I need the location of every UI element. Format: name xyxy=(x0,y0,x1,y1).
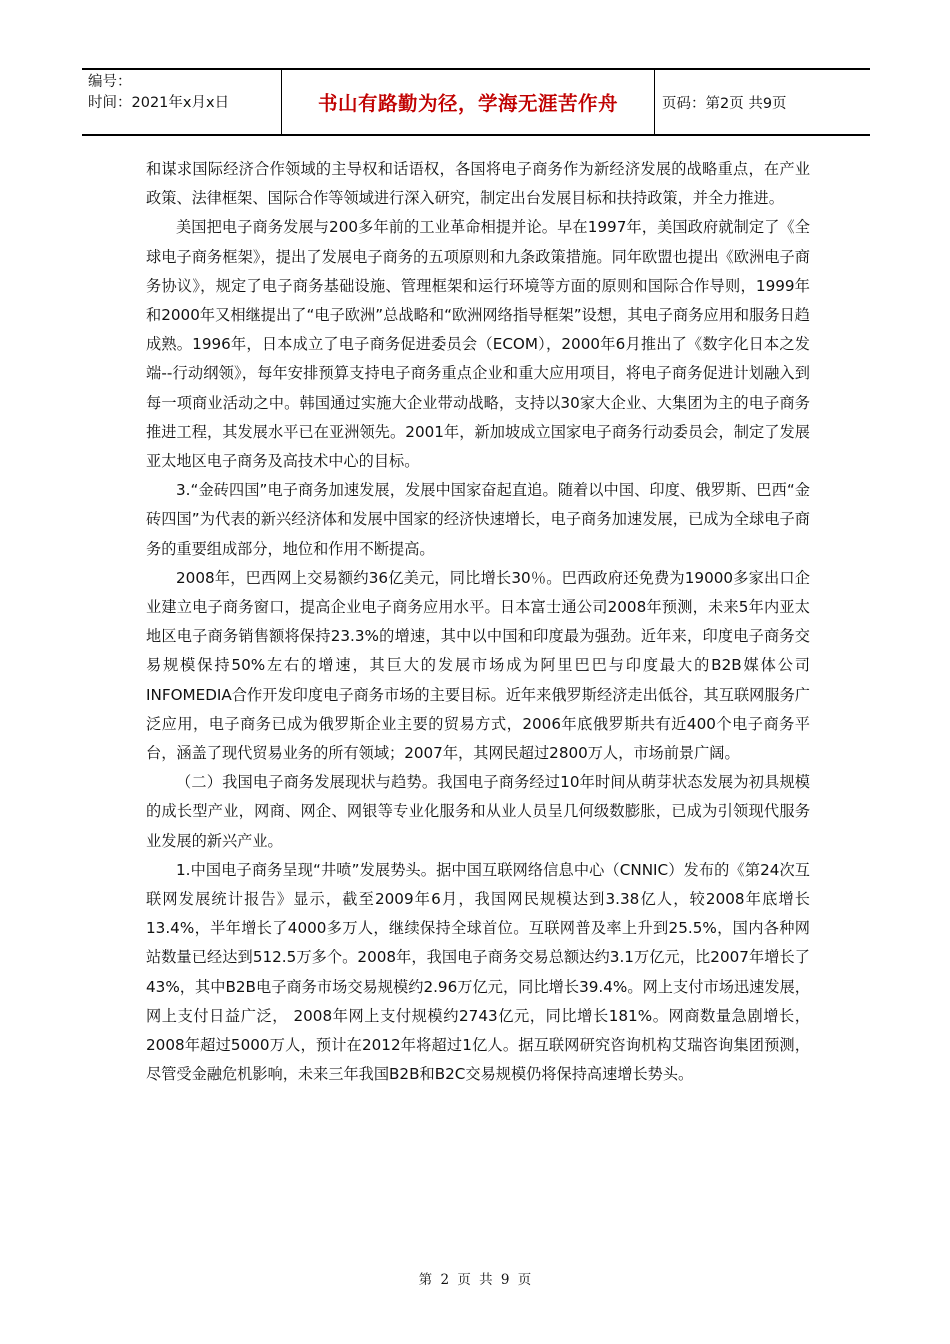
document-date-label: 时间：2021年x月x日 xyxy=(88,95,230,111)
paragraph: 美国把电子商务发展与200多年前的工业革命相提并论。早在1997年，美国政府就制定了《全球电子商务框架》，提出了发展电子商务的五项原则和九条政策措施。同年欧盟也提出《欧洲电子商务协议》，规定了电子商务基础设施、管理框架和运行环境等方面的原则和国际合作导则，1999年和2000年又相继提出了“电子欧洲”总战略和“欧洲网络指导框架”设想，其电子商务应用和服务日趋成熟。1996年，日本成立了电子商务促进委员会（ECOM），2000年6月推出了《数字化日本之发端--行动纲领》，每年安排预算支持电子商务重点企业和重大应用项目，将电子商务促进计划融入到每一项商业活动之中。韩国通过实施大企业带动战略，支持以30家大企业、大集团为主的电子商务推进工程，其发展水平已在亚洲领先。2001年，新加坡成立国家电子商务行动委员会，制定了发展亚太地区电子商务及高技术中心的目标。 xyxy=(146,218,810,471)
page-header xyxy=(82,68,870,136)
paragraph: 和谋求国际经济合作领域的主导权和话语权，各国将电子商务作为新经济发展的战略重点，在产业政策、法律框架、国际合作等领域进行深入研究，制定出台发展目标和扶持政策，并全力推进。 xyxy=(146,160,810,208)
document-number-label: 编号： xyxy=(88,74,132,90)
page-footer: 第 2 页 共 9 页 xyxy=(418,1272,532,1288)
header-left-cell xyxy=(82,70,282,134)
paragraph: 1.中国电子商务呈现“井喷”发展势头。据中国互联网络信息中心（CNNIC）发布的《第24次互联网发展统计报告》显示，截至2009年6月，我国网民规模达到3.38亿人，较2008年底增长13.4%，半年增长了4000多万人，继续保持全球首位。互联网普及率上升到25.5%，国内各种网站数量已经达到512.5万多个。2008年，我国电子商务交易总额达约3.1万亿元，比2007年增长了43%，其中B2B电子商务市场交易规模约2.96万亿元，同比增长39.4%。网上支付市场迅速发展，网上支付日益广泛， 2008年网上支付规模约2743亿元，同比增长181%。网商数量急剧增长，2008年超过5000万人，预计在2012年将超过1亿人。据互联网研究咨询机构艾瑞咨询集团预测，尽管受金融危机影响，未来三年我国B2B和B2C交易规模仍将保持高速增长势头。 xyxy=(146,860,810,1084)
document-body xyxy=(146,155,810,1090)
header-motto: 书山有路勤为径，学海无涯苦作舟 xyxy=(282,70,655,134)
paragraph: 3.“金砖四国”电子商务加速发展，发展中国家奋起直追。随着以中国、印度、俄罗斯、巴西“金砖四国”为代表的新兴经济体和发展中国家的经济快速增长，电子商务加速发展，已成为全球电子商务的重要组成部分，地位和作用不断提高。 xyxy=(146,481,810,558)
paragraph: （二）我国电子商务发展现状与趋势。我国电子商务经过10年时间从萌芽状态发展为初具规模的成长型产业，网商、网企、网银等专业化服务和从业人员呈几何级数膨胀，已成为引领现代服务业发展的新兴产业。 xyxy=(146,773,810,850)
paragraph: 2008年，巴西网上交易额约36亿美元，同比增长30％。巴西政府还免费为19000多家出口企业建立电子商务窗口，提高企业电子商务应用水平。日本富士通公司2008年预测，未来5年内亚太地区电子商务销售额将保持23.3%的增速，其中以中国和印度最为强劲。近年来，印度电子商务交易规模保持50%左右的增速，其巨大的发展市场成为阿里巴巴与印度最大的B2B媒体公司INFOMEDIA合作开发印度电子商务市场的主要目标。近年来俄罗斯经济走出低谷，其互联网服务广泛应用，电子商务已成为俄罗斯企业主要的贸易方式，2006年底俄罗斯共有近400个电子商务平台，涵盖了现代贸易业务的所有领域；2007年，其网民超过2800万人，市场前景广阔。 xyxy=(146,568,810,763)
header-page-info: 页码：第2页 共9页 xyxy=(662,95,787,112)
